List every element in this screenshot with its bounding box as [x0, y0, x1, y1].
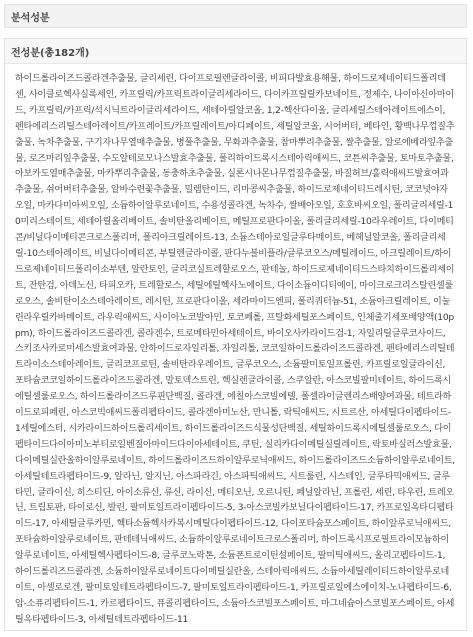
section-title: 분석성분 [11, 12, 50, 24]
ingredients-panel-header [5, 39, 466, 64]
ingredients-panel [4, 38, 467, 631]
ingredients-list-text: 하이드롤라이즈드콜라겐추출물, 글리세린, 다이프로필렌글라이콜, 비피다발효용해물, 하이드로제네이티드폴리데센, 사이클로헥사실록세인, 카프릴릭/카프릭트라이글리세라이드, 다이카프릴릴카보네이트, 정제수, 나이아신아마이드, 카프릴릭/카프릭/석시닉트라이글리세라이드, 세테아릴알코올, 1,2-헥산다이올, 글리세릴스테아레이트에스이, 펜타에리스리틸스테아레이트/카프레이트/카프릴레이트/아디페이트, 세틸알코올, 시어버터, 베타인, 황백나무껍질추출물, 녹차추출물, 구기자나무열매추출물, 병풀추출물, 무화과추출물, 참마뿌리추출물, 쌀추출물, 알로에베라잎추출물, 로즈마리잎추출물, 수도알테로모나스발효추출물, 폴리하이드록시스테아릭애씨드, 코튼씨추출물, 토마토추출물, 아보카도열매추출물, 마카뿌리추출물, 동충하초추출물, 실론시나몬나무껍질추출물, 바질허브/홀릭애씨드발효여과추출물, 쉬어버터추출물, 알바수련꽃추출물, 밀렘탄이드, 리마콩씨추출물, 하이드로제네이티드레시틴, 코코넛야자오일, 마카다미아씨오일, 소듐하이알루로네이트, 수용성콜라겐, 녹차수, 쌀배아오일, 호호바씨오일, 폴리글리세릴-10미리스테이트, 세테아릴올리베이트, 솔비탄올리베이트, 메틸프로판다이올, 폴리글리세릴-10라우레이트, 다이메티콘/비닐다이메티콘크로스폴리머, 폴리아크릴레이트-13, 소듐스테아로일글루타메이트, 베헤닐알코올, 폴리글리세릴-10스테아레이트, 비닐다이메티콘, 부틸렌글라이콜, 판다누블비플라/글루코오스/메틸레이드, 아크릴레이트/하이드로제네이티드폴리이소부텐, 알란토인, 글리코실트레할로오스, 판테놀, 하이드로제네이티드스타치하이드롤리세이트, 잔탄검, 아데노신, 타피오카, 트레할로스, 세틸에틸헥사노에이트, 다이소듐이디티에이, 마이크로크리스탈린셀룰로오스, 솔비탄이소스테아레이트, 레시틴, 프로판다이올, 세라마이드엔피, 폴리쿼터늄-51, 소듐아크릴레이트, 이눌린라우릴카바메이트, 라우릭애씨드, 사이아노코발아민, 토코페롤, 프탈화세틸포스페이트, 인체줄기세포배양액(10ppm), 하이드롤라이즈드콜라겐, 콜라겐수, 트로메타민아세테이트, 바이오사카라이드검-1, 자일리틸글루코사이드, 스키조사카로미세스발효여과물, 안하이드로자일리톨, 자일리톨, 코코일하이드롤라이즈드콜라겐, 펜타에리스리틸테트라이소스테아레이트, 글리코프로틴, 솔비탄라우레이트, 글루코오스, 소듐팔미토일프롤린, 카프릴로일글라이신, 포타슘코코일하이드롤라이즈드콜라겐, 말토덱스트린, 헥실렌글라이콜, 스쿠알란, 아스코빌팔미테이트, 하이드록시에틸셀룰로오스, 하이드롤라이즈드루핀단백질, 콜라겐, 에칠아스코빌에텔, 폴셀라이글렌리스배양여과물, 테트라하이드로피페린, 아스코빅애씨드폴리펩타이드, 콜라겐아미노산, 만니톨, 락틱애씨드, 시트르산, 아세틸다이펩타이드-1세틸에스터, 시카라이드하이드롤리세이트, 하이드롤라이즈드식물성단백질, 세틸하이드록시에틸셀룰로오스, 다이펩타이드다이아미노부티로일벤질아마이드다이아세테이트, 쿠틴, 실리카다이메틸실릴레이트, 락토바실러스발효물, 다이메틸실란올하이알루로네이트, 하이드롤라이즈드하이알루로닉애씨드, 하이드롤라이즈드소듐하이알루로네이트, 아세틸테트라펩타이드-9, 알라닌, 알지닌, 아스파라긴, 아스파틱애씨드, 시트룰린, 시스테인, 글루타믹애씨드, 글루타민, 글라이신, 히스티딘, 아이소류신, 류신, 라이신, 메티오닌, 오르니틴, 페닐알라닌, 프롤린, 세린, 타우린, 트레오닌, 트립토판, 타이로신, 발린, 팔미토일트라이펩타이드-5, 3-아스코빌카보닐다이펩타이드-17, 카프로일옥타디펩타이드-17, 아세틸글루카민, 헥타소듐헥사카복시메틸다이펩타이드-12, 다이포타슘포스페이트, 하이알루로닉애씨드, 포타슘하이알루로네이트, 판테테닉애씨드, 소듐하이알루로네이트크로스폴리머, 하이드록시프로필트라이모늄하이알루로네이트, 아세틸헥사펩타이드-8, 글루코노락톤, 소듐폰트로이틴설페이트, 팔미틱애씨드, 올리고펩타이드-1, 하이드롤리즈드콜라겐, 소듐하이알루로네이트다이메틸실란올, 스테아릭애씨드, 소듐아세틸레이티드하이알루로네이트, 아셀로로겐, 팔미토일테트라펩타이드-7, 팔미토일트라이펩타이드-1, 카프릴로일에스에이치-노나펩타이드-6, 암-소퓨리펩타이드-1, 카르펩타이드, 퓨콜리펩타이드, 소듐아스코빌포스페이트, 마그네슘아스코빌포스페이트, 아세틸옥타펩타이드-3, 아세틸테트라펩타이드-11 [15, 74, 455, 625]
section-header-analysis [4, 4, 467, 28]
ingredients-panel-body [5, 64, 466, 637]
ingredients-panel-title: 전성분(총182개) [11, 47, 90, 59]
